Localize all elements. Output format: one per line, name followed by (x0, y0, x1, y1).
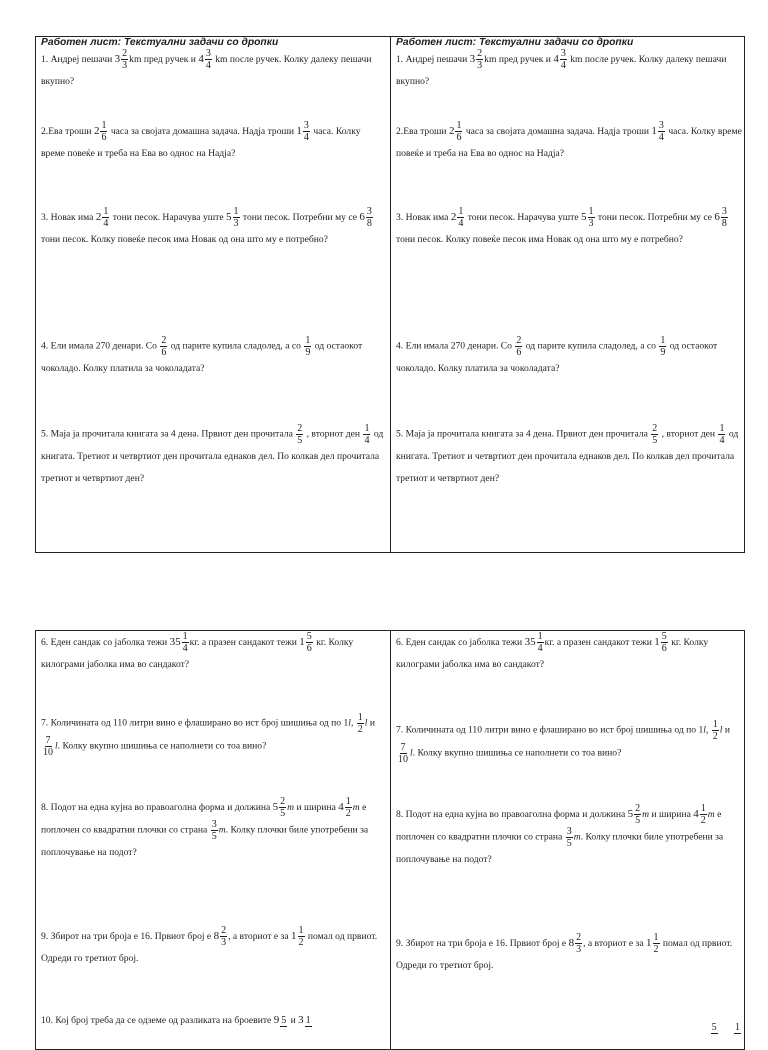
task-1: 1. Андреј пешачи 3 $\frac{2}{3}$ km пред ручек и 4 $\frac{3}{4}$ km после ручек. Колку далеку пешачи вкупно? (396, 48, 727, 88)
worksheet-table-1 (35, 36, 745, 553)
task-6: 6. Еден сандак со јаболка тежи 35 $\frac{1}{4}$ кг. а празен сандакот тежи 1 $\frac{5}{6}$ кг. Колку килограми јаболка има во сандакот? (396, 631, 709, 671)
task-7: 7. Количината од 110 литри вино е флаширано во ист број шишиња од по 1l, $\frac{1}{2}$ l и $\frac{7}{10}$ l. Колку вкупно шишиња се наполнети со тоа вино? (396, 719, 730, 765)
task-4: 4. Ели имала 270 денари. Со $\frac{2}{6}$ од парите купила сладолед, а со $\frac{1}{9}$ од остаокот чоколадо. Колку платила за чоколадата? (41, 335, 363, 374)
task-2: 2.Ева троши 2 $\frac{1}{6}$ часа за својата домашна задача. Надја троши 1 $\frac{3}{4}$ часа. Колку време повеќе и треба на Ева во однос на Надја? (396, 120, 742, 160)
worksheet-table-2 (35, 630, 745, 1050)
task-3: 3. Новак има 2 $\frac{1}{4}$ тони песок. Нарачува уште 5 $\frac{1}{3}$ тони песок. Потребни му се 6 $\frac{3}{8}$ тони песок. Колку повеќе песок има Новак од она што му е потребно? (396, 206, 727, 246)
task-9: 9. Збирот на три броја е 16. Првиот број е 8 $\frac{2}{3}$ , а вториот е за 1 $\frac{1}{2}$ помал од првиот. Одреди го третиот број. (396, 932, 733, 972)
worksheet-column-left (36, 631, 391, 1049)
task-5: 5. Маја ја прочитала книгата за 4 дена. Првиот ден прочитала $\frac{2}{5}$ , вториот ден $\frac{1}{4}$ од книгата. Третиот и четвртиот ден прочитала еднаков дел. По колкав дел прочитала третиот и четвртиот ден? (396, 423, 739, 484)
task-3: 3. Новак има 2 $\frac{1}{4}$ тони песок. Нарачува уште 5 $\frac{1}{3}$ тони песок. Потребни му се 6 $\frac{3}{8}$ тони песок. Колку повеќе песок има Новак од она што му е потребно? (41, 206, 372, 246)
task-7: 7. Количината од 110 литри вино е флаширано во ист број шишиња од по 1l, $\frac{1}{2}$ l и $\frac{7}{10}$ l. Колку вкупно шишиња се наполнети со тоа вино? (41, 712, 375, 758)
task-10: 10. Кој број треба да се одземе од разликата на броевите 9 5 и 3 1 (41, 1014, 311, 1026)
task-4: 4. Ели имала 270 денари. Со $\frac{2}{6}$ од парите купила сладолед, а со $\frac{1}{9}$ од остаокот чоколадо. Колку платила за чоколадата? (396, 335, 718, 374)
task-6: 6. Еден сандак со јаболка тежи 35 $\frac{1}{4}$ кг. а празен сандакот тежи 1 $\frac{5}{6}$ кг. Колку килограми јаболка има во сандакот? (41, 631, 354, 671)
task-10-fraction-fragment: 5 1 (711, 1021, 740, 1033)
worksheet-column-left (36, 37, 391, 552)
task-1: 1. Андреј пешачи 3 $\frac{2}{3}$ km пред ручек и 4 $\frac{3}{4}$ km после ручек. Колку далеку пешачи вкупно? (41, 48, 372, 88)
task-8: 8. Подот на една кујна во правоаголна форма и должина 5 $\frac{2}{5}$ m и ширина 4 $\frac{1}{2}$ m е поплочен со квадратни плочки со страна $\frac{3}{5}$ m. Колку плочки биле употребени за поплочување на подот? (396, 803, 724, 866)
task-5: 5. Маја ја прочитала книгата за 4 дена. Првиот ден прочитала $\frac{2}{5}$ , вториот ден $\frac{1}{4}$ од книгата. Третиот и четвртиот ден прочитала еднаков дел. По колкав дел прочитала третиот и четвртиот ден? (41, 423, 384, 484)
worksheet-title: Работен лист: Текстуални задачи со дропки (41, 37, 279, 48)
task-2: 2.Ева троши 2 $\frac{1}{6}$ часа за својата домашна задача. Надја троши 1 $\frac{3}{4}$ часа. Колку време повеќе и треба на Ева во однос на Надја? (41, 120, 361, 160)
task-9: 9. Збирот на три броја е 16. Првиот број е 8 $\frac{2}{3}$ , а вториот е за 1 $\frac{1}{2}$ помал од првиот. Одреди го третиот број. (41, 925, 378, 965)
worksheet-column-right (391, 631, 746, 1049)
worksheet-title: Работен лист: Текстуални задачи со дропки (396, 37, 634, 48)
task-8: 8. Подот на една кујна во правоаголна форма и должина 5 $\frac{2}{5}$ m и ширина 4 $\frac{1}{2}$ m е поплочен со квадратни плочки со страна $\frac{3}{5}$ m. Колку плочки биле употребени за поплочување на подот? (41, 796, 369, 859)
worksheet-column-right (391, 37, 746, 552)
